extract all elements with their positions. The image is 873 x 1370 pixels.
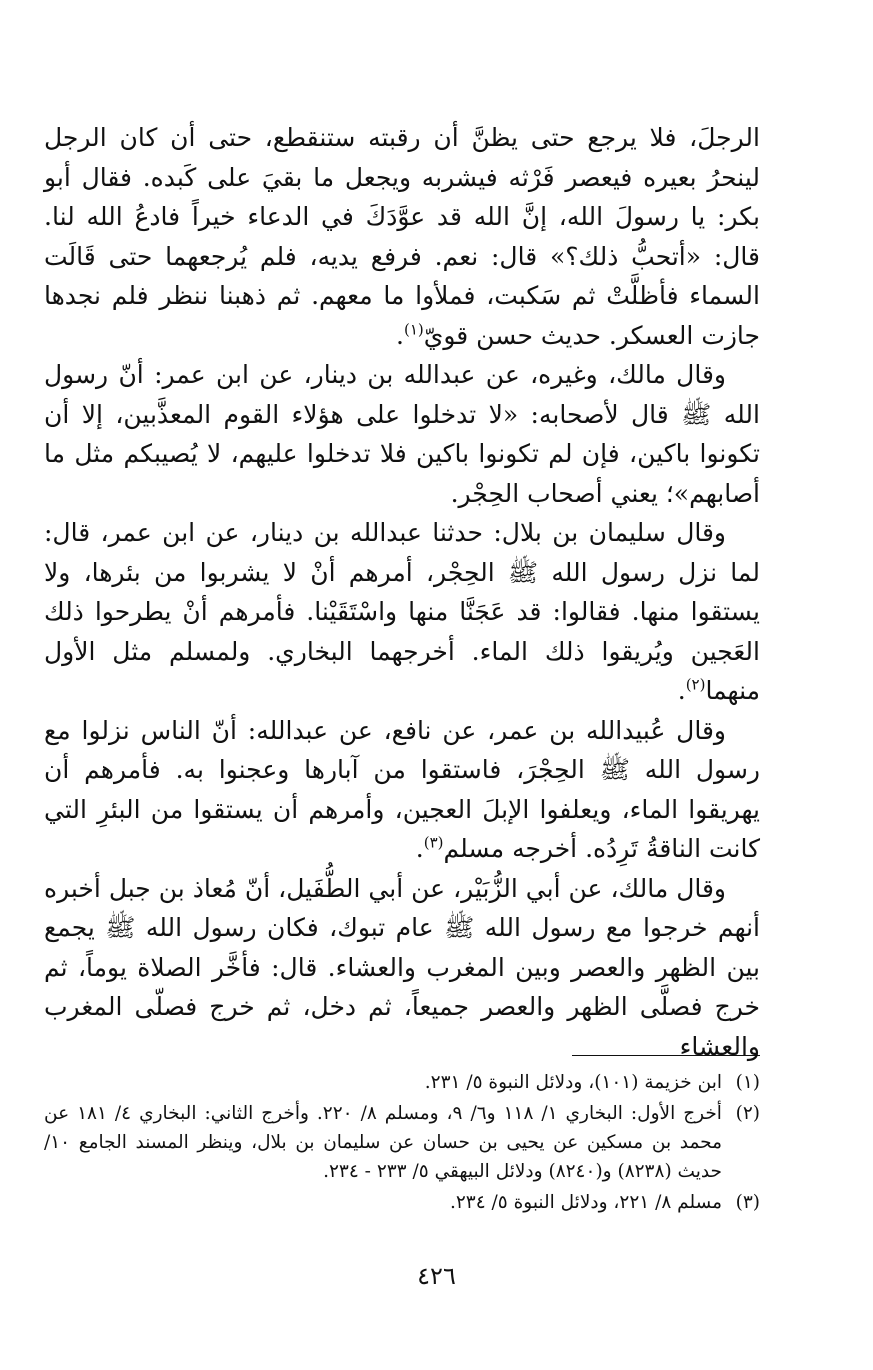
footnote-text: مسلم ٨/ ٢٢١، ودلائل النبوة ٥/ ٢٣٤. [449, 1192, 722, 1213]
footnote-divider [572, 1055, 760, 1056]
footnote-2 [44, 1099, 760, 1186]
page-number: ٤٢٦ [417, 1262, 456, 1290]
paragraph-2 [44, 355, 760, 513]
footnotes [44, 1068, 760, 1219]
paragraph-4 [44, 711, 760, 869]
footnote-1 [44, 1068, 760, 1097]
paragraph-1-end: . [396, 320, 404, 350]
paragraph-5-text: وقال مالك، عن أبي الزُّبَيْر، عن أبي الطُّفَيل، أنّ مُعاذ بن جبل أخبره أنهم خرجوا مع رسول الله ﷺ عام تبوك، فكان رسول الله ﷺ يجمع بين الظهر والعصر وبين المغرب والعشاء. قال: فأخَّر الصلاة يوماً، ثم خرج فصلَّى الظهر والعصر جميعاً، ثم دخل، ثم خرج فصلّى المغرب والعشاء [44, 873, 760, 1061]
footnote-number: (٣) [735, 1192, 760, 1213]
paragraph-3-text: وقال سليمان بن بلال: حدثنا عبدالله بن دينار، عن ابن عمر، قال: لما نزل رسول الله ﷺ الحِجْر، أمرهم أنْ لا يشربوا من بئرها، ولا يستقوا منها. فقالوا: قد عَجَنَّا منها واسْتَقَيْنا. فأمرهم أنْ يطرحوا ذلك العَجين ويُريقوا ذلك الماء. أخرجهما البخاري. ولمسلم مثل الأول منهما [44, 518, 760, 705]
footnote-ref-2: (٢) [685, 675, 706, 694]
paragraph-4-end: . [415, 834, 424, 863]
paragraph-1-text: الرجلَ، فلا يرجع حتى يظنَّ أن رقبته ستنقطع، حتى أن كان الرجل لينحرُ بعيره فيعصر فَرْثه فيشربه ويجعل ما بقيَ على كَبده. فقال أبو بكر: يا رسولَ الله، إنَّ الله قد عوَّدَكَ في الدعاء خيراً فادعُ الله لنا. قال: «أتحبُّ ذلك؟» قال: نعم. فرفع يديه، فلم يُرجعهما حتى قَالَت السماء فأظلَّتْ ثم سَكبت، فملأوا ما معهم. ثم ذهبنا ننظر فلم نجدها جازت العسكر. حديث حسن قويّ [44, 123, 760, 350]
footnote-number: (١) [735, 1072, 760, 1093]
paragraph-1 [44, 118, 760, 355]
footnote-3 [44, 1188, 760, 1217]
paragraph-3-end: . [677, 676, 686, 705]
paragraph-3 [44, 513, 760, 711]
footnote-ref-3: (٣) [423, 833, 444, 852]
footnote-ref-1: (١) [403, 320, 424, 339]
footnote-text: أخرج الأول: البخاري ١/ ١١٨ و٦/ ٩، ومسلم ٨/ ٢٢٠. وأخرج الثاني: البخاري ٤/ ١٨١ عن محمد بن مسكين عن يحيى بن حسان عن سليمان بن بلال، وينظر المسند الجامع ١٠/ حديث (٨٢٣٨) و(٨٢٤٠) ودلائل البيهقي ٥/ ٢٣٣ - ٢٣٤. [44, 1103, 722, 1182]
footnote-number: (٢) [735, 1103, 760, 1124]
main-text [44, 118, 760, 1066]
paragraph-5 [44, 869, 760, 1067]
footnote-text: ابن خزيمة (١٠١)، ودلائل النبوة ٥/ ٢٣١. [424, 1072, 722, 1093]
paragraph-2-text: وقال مالك، وغيره، عن عبدالله بن دينار، عن ابن عمر: أنّ رسول الله ﷺ قال لأصحابه: «لا تدخلوا على هؤلاء القوم المعذَّبين، إلا أن تكونوا باكين، فإن لم تكونوا باكين فلا تدخلوا عليهم، لا يُصيبكم مثل ما أصابهم»؛ يعني أصحاب الحِجْر. [44, 360, 760, 508]
paragraph-4-text: وقال عُبيدالله بن عمر، عن نافع، عن عبدالله: أنّ الناس نزلوا مع رسول الله ﷺ الحِجْرَ، فاستقوا من آبارها وعجنوا به. فأمرهم أن يهريقوا الماء، ويعلفوا الإبلَ العجين، وأمرهم أن يستقوا من البئرِ التي كانت الناقةُ تَرِدُه. أخرجه مسلم [44, 715, 760, 863]
